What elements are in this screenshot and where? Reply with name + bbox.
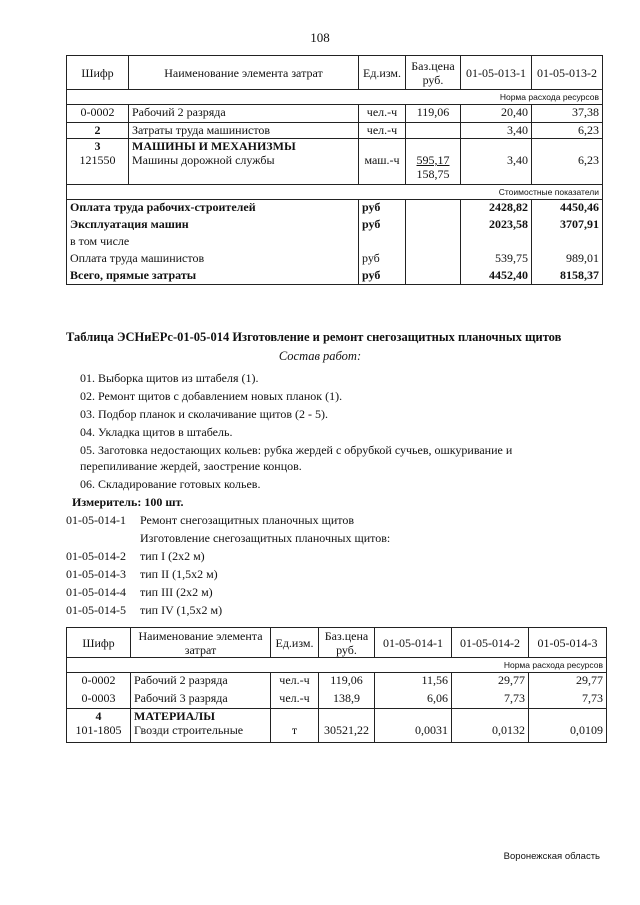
cost-unit: руб [359, 200, 406, 217]
operation-item: 02. Ремонт щитов с добавлением новых планок (1). [80, 389, 343, 403]
cost-value: 4450,46 [532, 200, 603, 217]
norm-label: Норма расхода ресурсов [67, 90, 603, 105]
resource-table-013 [66, 55, 603, 285]
cell-unit: чел.-ч [271, 691, 319, 709]
cell-value: 6,23 [532, 139, 603, 185]
cell-value: 3,40 [461, 139, 532, 185]
cell-unit: чел.-ч [359, 123, 406, 139]
cost-name: Оплата труда машинистов [67, 251, 359, 268]
page-number: 108 [310, 30, 330, 45]
cell-value: 7,73 [529, 691, 607, 709]
machine-name: Машины дорожной службы [132, 153, 275, 167]
price-main: 595,17 [416, 153, 450, 167]
section-cell-name [129, 139, 359, 185]
cost-value [461, 234, 532, 251]
meter-label: Измеритель: 100 шт. [72, 495, 184, 509]
cost-value [532, 234, 603, 251]
cell-name: Рабочий 2 разряда [131, 673, 271, 691]
header-unit: Ед.изм. [359, 56, 406, 90]
section-cell-name [131, 709, 271, 743]
cell-code: 2 [67, 123, 129, 139]
cell-value: 0,0109 [529, 709, 607, 743]
cell-price: 30521,22 [319, 709, 375, 743]
operation-item: 05. Заготовка недостающих кольев: рубка жердей с обрубкой сучьев, ошкуривание и [80, 443, 513, 457]
cell-unit: маш.-ч [359, 139, 406, 185]
cost-value: 4452,40 [461, 268, 532, 285]
header-price: Баз.цена руб. [319, 628, 375, 658]
cost-unit [359, 234, 406, 251]
material-name: Гвозди строительные [134, 723, 244, 737]
cell-code: 0-0002 [67, 105, 129, 123]
cell-value: 7,73 [452, 691, 529, 709]
cell-value: 6,23 [532, 123, 603, 139]
cost-value: 539,75 [461, 251, 532, 268]
header-price: Баз.цена руб. [406, 56, 461, 90]
cell-unit: чел.-ч [359, 105, 406, 123]
cell-code: 0-0002 [67, 673, 131, 691]
section-title: МАШИНЫ И МЕХАНИЗМЫ [132, 139, 296, 153]
operation-item: 04. Укладка щитов в штабель. [80, 425, 233, 439]
cost-name: в том числе [67, 234, 359, 251]
cost-name: Всего, прямые затраты [67, 268, 359, 285]
cost-price [406, 251, 461, 268]
header-col-3: 01-05-014-3 [529, 628, 607, 658]
header-name: Наименование элемента затрат [131, 628, 271, 658]
entry-text: Изготовление снегозащитных планочных щитов: [140, 531, 391, 545]
entry-code: 01-05-014-5 [66, 603, 126, 617]
table-title: Таблица ЭСНиЕРс-01-05-014 Изготовление и ремонт снегозащитных планочных щитов [66, 330, 562, 344]
header-col-2: 01-05-013-2 [532, 56, 603, 90]
norm-label: Норма расхода ресурсов [67, 658, 607, 673]
cost-value: 8158,37 [532, 268, 603, 285]
entry-text: тип II (1,5х2 м) [140, 567, 218, 581]
cell-value: 6,06 [375, 691, 452, 709]
cell-name: Затраты труда машинистов [129, 123, 359, 139]
cost-label: Стоимостные показатели [67, 185, 603, 200]
section-title: МАТЕРИАЛЫ [134, 709, 215, 723]
cell-value: 37,38 [532, 105, 603, 123]
operation-item-continued: перепиливание жердей, заострение концов. [80, 459, 302, 473]
cell-unit: чел.-ч [271, 673, 319, 691]
cost-value: 989,01 [532, 251, 603, 268]
cell-value: 11,56 [375, 673, 452, 691]
cost-price [406, 234, 461, 251]
cell-value: 29,77 [452, 673, 529, 691]
operation-item: 03. Подбор планок и сколачивание щитов (2 - 5). [80, 407, 329, 421]
cell-name: Рабочий 3 разряда [131, 691, 271, 709]
work-composition-heading: Состав работ: [278, 349, 362, 363]
cost-value: 2428,82 [461, 200, 532, 217]
cell-price: 138,9 [319, 691, 375, 709]
cell-value: 0,0031 [375, 709, 452, 743]
entry-code: 01-05-014-1 [66, 513, 126, 527]
header-code: Шифр [67, 628, 131, 658]
machine-code: 121550 [79, 153, 116, 167]
cost-unit: руб [359, 268, 406, 285]
cost-price [406, 217, 461, 234]
cost-name: Оплата труда рабочих-строителей [67, 200, 359, 217]
cell-price: 119,06 [319, 673, 375, 691]
section-number: 3 [94, 139, 101, 153]
cost-value: 3707,91 [532, 217, 603, 234]
cell-code: 0-0003 [67, 691, 131, 709]
cell-price [406, 139, 461, 185]
cost-unit: руб [359, 217, 406, 234]
cost-name: Эксплуатация машин [67, 217, 359, 234]
cell-price: 119,06 [406, 105, 461, 123]
section-cell-code [67, 139, 129, 185]
price-sub: 158,75 [416, 167, 450, 181]
cell-price [406, 123, 461, 139]
cell-name: Рабочий 2 разряда [129, 105, 359, 123]
entry-text: тип I (2х2 м) [140, 549, 205, 563]
cost-price [406, 200, 461, 217]
header-col-1: 01-05-013-1 [461, 56, 532, 90]
cell-value: 0,0132 [452, 709, 529, 743]
header-unit: Ед.изм. [271, 628, 319, 658]
operation-item: 01. Выборка щитов из штабеля (1). [80, 371, 259, 385]
material-code: 101-1805 [75, 723, 122, 737]
cost-unit: руб [359, 251, 406, 268]
entry-code: 01-05-014-4 [66, 585, 126, 599]
entry-code: 01-05-014-3 [66, 567, 126, 581]
entry-text: тип III (2х2 м) [140, 585, 213, 599]
cost-price [406, 268, 461, 285]
resource-table-014 [66, 627, 607, 743]
header-col-1: 01-05-014-1 [375, 628, 452, 658]
cell-value: 20,40 [461, 105, 532, 123]
section-cell-code [67, 709, 131, 743]
entry-text: тип IV (1,5х2 м) [140, 603, 223, 617]
entry-code: 01-05-014-2 [66, 549, 126, 563]
entry-text: Ремонт снегозащитных планочных щитов [140, 513, 355, 527]
section-number: 4 [95, 709, 102, 723]
footer-region: Воронежская область [503, 851, 600, 862]
cost-value: 2023,58 [461, 217, 532, 234]
header-code: Шифр [67, 56, 129, 90]
operation-item: 06. Складирование готовых кольев. [80, 477, 261, 491]
cell-unit: т [271, 709, 319, 743]
cell-value: 29,77 [529, 673, 607, 691]
header-name: Наименование элемента затрат [129, 56, 359, 90]
cell-value: 3,40 [461, 123, 532, 139]
header-col-2: 01-05-014-2 [452, 628, 529, 658]
